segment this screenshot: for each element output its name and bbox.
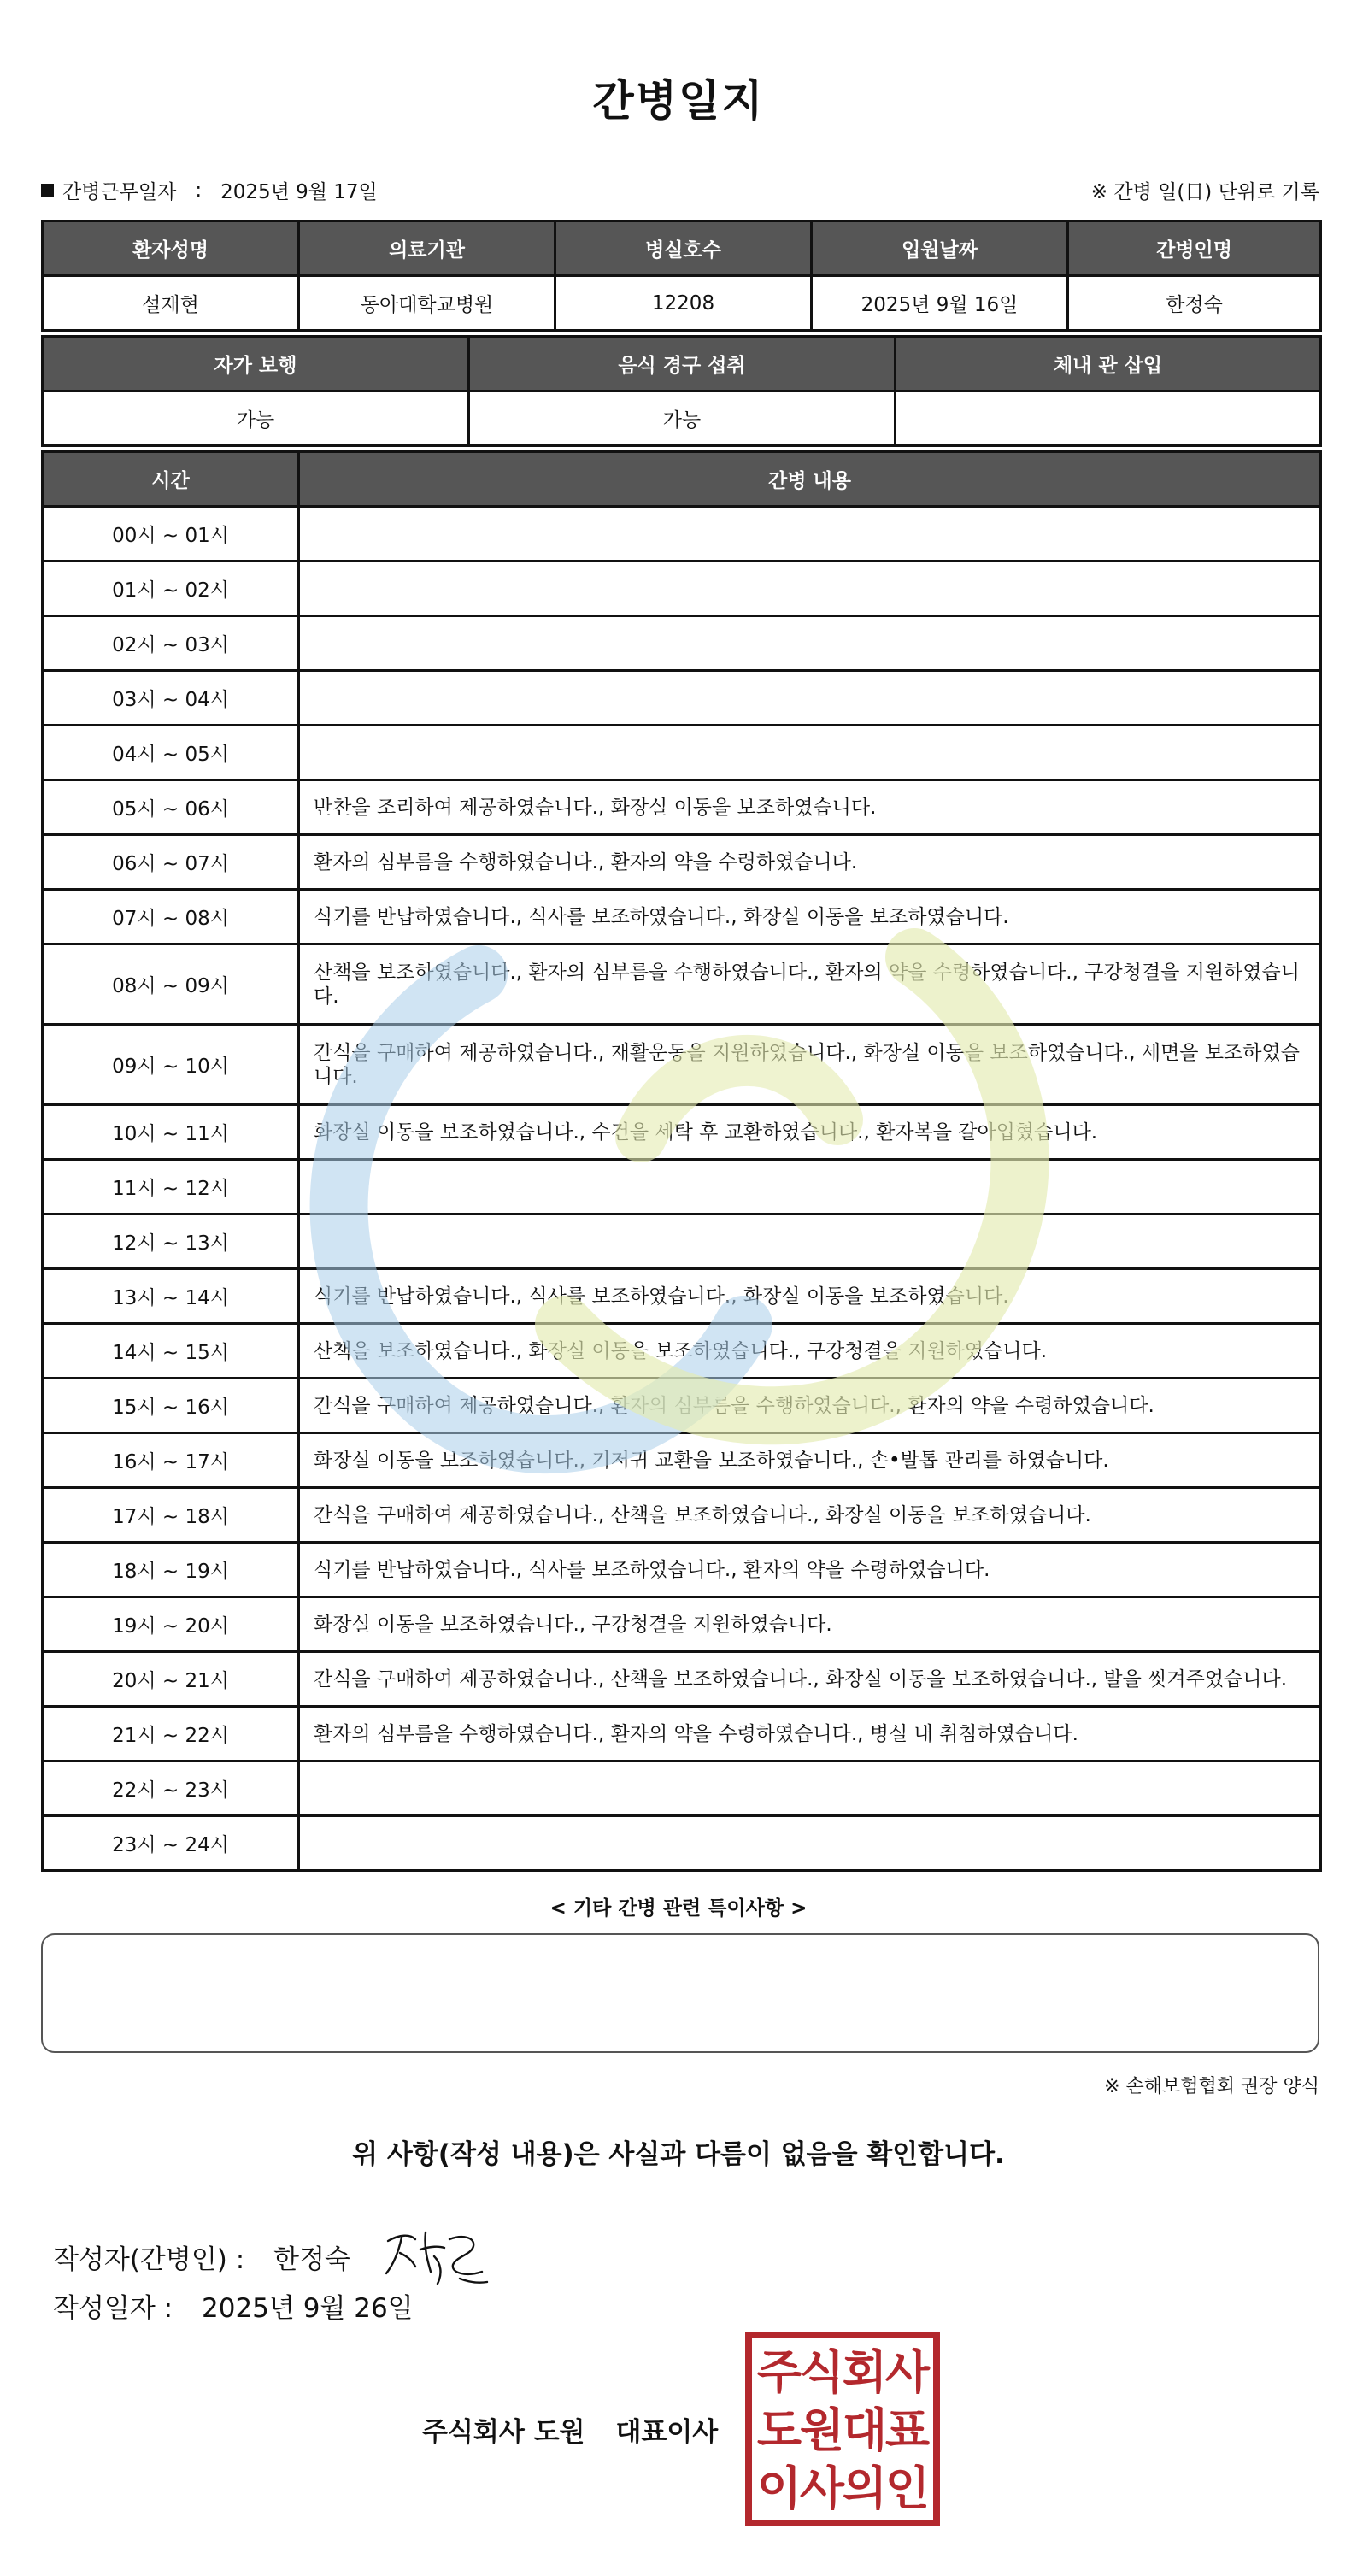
table-row [43, 616, 1321, 671]
writer-line [53, 2222, 492, 2291]
table-row [43, 1105, 1321, 1160]
time-cell: 16시 ~ 17시 [43, 1433, 299, 1488]
svg-text:원: 원 [799, 2403, 845, 2457]
content-cell: 간식을 구매하여 제공하였습니다., 환자의 심부름을 수행하였습니다., 환자의 약을 수령하였습니다. [299, 1379, 1321, 1433]
header-time: 시간 [43, 452, 299, 507]
value-tube-insertion [896, 391, 1321, 446]
time-cell: 04시 ~ 05시 [43, 726, 299, 780]
insurance-note: ※ 손해보험협회 권장 양식 [1104, 2076, 1319, 2097]
table-row [43, 1269, 1321, 1324]
table-row [43, 507, 1321, 562]
header-room: 병실호수 [555, 221, 812, 276]
ability-header-row [43, 337, 1321, 391]
table-row [43, 890, 1321, 944]
header-admission-date: 입원날짜 [812, 221, 1068, 276]
table-row [43, 1433, 1321, 1488]
content-cell: 화장실 이동을 보조하였습니다., 구강청결을 지원하였습니다. [299, 1597, 1321, 1652]
time-cell: 09시 ~ 10시 [43, 1025, 299, 1105]
time-cell: 22시 ~ 23시 [43, 1761, 299, 1816]
time-cell: 11시 ~ 12시 [43, 1160, 299, 1214]
time-cell: 10시 ~ 11시 [43, 1105, 299, 1160]
company-seal-icon [745, 2332, 940, 2526]
table-row [43, 562, 1321, 616]
header-tube-insertion: 체내 관 삽입 [896, 337, 1321, 391]
log-header-row [43, 452, 1321, 507]
care-date-colon: : [195, 179, 203, 202]
care-date-value: 2025년 9월 17일 [220, 181, 378, 203]
time-cell: 23시 ~ 24시 [43, 1816, 299, 1871]
content-cell: 반찬을 조리하여 제공하였습니다., 화장실 이동을 보조하였습니다. [299, 780, 1321, 835]
time-cell: 03시 ~ 04시 [43, 671, 299, 726]
write-date-line [53, 2286, 414, 2325]
header-care-content: 간병 내용 [299, 452, 1321, 507]
svg-text:사: 사 [799, 2461, 845, 2515]
table-row [43, 671, 1321, 726]
content-cell: 식기를 반납하였습니다., 식사를 보조하였습니다., 환자의 약을 수령하였습니다. [299, 1543, 1321, 1597]
time-cell: 05시 ~ 06시 [43, 780, 299, 835]
content-cell: 식기를 반납하였습니다., 식사를 보조하였습니다., 화장실 이동을 보조하였습니다. [299, 890, 1321, 944]
time-cell: 14시 ~ 15시 [43, 1324, 299, 1379]
time-cell: 21시 ~ 22시 [43, 1707, 299, 1761]
content-cell: 식기를 반납하였습니다., 식사를 보조하였습니다., 화장실 이동을 보조하였습니다. [299, 1269, 1321, 1324]
svg-text:회: 회 [842, 2345, 888, 2399]
svg-text:표: 표 [884, 2403, 931, 2457]
content-cell [299, 726, 1321, 780]
care-date-label: 간병근무일자 [62, 181, 177, 203]
table-row [43, 1543, 1321, 1597]
value-self-walking: 가능 [43, 391, 469, 446]
time-cell: 12시 ~ 13시 [43, 1214, 299, 1269]
value-hospital: 동아대학교병원 [299, 276, 555, 331]
content-cell [299, 1160, 1321, 1214]
table-row [43, 1652, 1321, 1707]
write-date-value: 2025년 9월 26일 [202, 2293, 414, 2324]
header-self-walking: 자가 보행 [43, 337, 469, 391]
header-patient-name: 환자성명 [43, 221, 299, 276]
content-cell: 간식을 구매하여 제공하였습니다., 재활운동을 지원하였습니다., 화장실 이동을 보조하였습니다., 세면을 보조하였습니다. [299, 1025, 1321, 1105]
time-cell: 15시 ~ 16시 [43, 1379, 299, 1433]
content-cell: 환자의 심부름을 수행하였습니다., 환자의 약을 수령하였습니다., 병실 내 취침하였습니다. [299, 1707, 1321, 1761]
time-cell: 02시 ~ 03시 [43, 616, 299, 671]
time-cell: 17시 ~ 18시 [43, 1488, 299, 1543]
special-notes-box [41, 1933, 1319, 2053]
patient-header-row [43, 221, 1321, 276]
svg-text:사: 사 [884, 2345, 931, 2399]
table-row [43, 1488, 1321, 1543]
content-cell [299, 1761, 1321, 1816]
header-caregiver-name: 간병인명 [1068, 221, 1321, 276]
header-oral-intake: 음식 경구 섭취 [469, 337, 896, 391]
value-caregiver-name: 한정숙 [1068, 276, 1321, 331]
table-row [43, 1214, 1321, 1269]
content-cell [299, 1816, 1321, 1871]
care-log-table [41, 450, 1322, 1872]
svg-text:대: 대 [842, 2403, 888, 2457]
company-title: 대표이사 [615, 2417, 719, 2448]
time-cell: 06시 ~ 07시 [43, 835, 299, 890]
content-cell: 산책을 보조하였습니다., 환자의 심부름을 수행하였습니다., 환자의 약을 수령하였습니다., 구강청결을 지원하였습니다. [299, 944, 1321, 1025]
table-row [43, 1597, 1321, 1652]
time-cell: 18시 ~ 19시 [43, 1543, 299, 1597]
content-cell [299, 507, 1321, 562]
content-cell [299, 616, 1321, 671]
page-title: 간병일지 [592, 76, 765, 126]
company-line [422, 2410, 718, 2449]
square-bullet-icon [41, 184, 54, 197]
table-row [43, 944, 1321, 1025]
patient-value-row [43, 276, 1321, 331]
table-row [43, 726, 1321, 780]
table-row [43, 1160, 1321, 1214]
writer-name: 한정숙 [273, 2244, 350, 2275]
table-row [43, 1761, 1321, 1816]
meta-row [41, 176, 1319, 205]
svg-text:의: 의 [842, 2461, 888, 2515]
table-row [43, 1707, 1321, 1761]
patient-ability-table [41, 335, 1322, 447]
content-cell: 화장실 이동을 보조하였습니다., 기저귀 교환을 보조하였습니다., 손•발톱 관리를 하였습니다. [299, 1433, 1321, 1488]
content-cell: 화장실 이동을 보조하였습니다., 수건을 세탁 후 교환하였습니다., 환자복을 갈아입혔습니다. [299, 1105, 1321, 1160]
signature-icon [381, 2222, 492, 2291]
content-cell [299, 562, 1321, 616]
content-cell [299, 671, 1321, 726]
table-row [43, 1816, 1321, 1871]
time-cell: 19시 ~ 20시 [43, 1597, 299, 1652]
time-cell: 01시 ~ 02시 [43, 562, 299, 616]
table-row [43, 780, 1321, 835]
time-cell: 20시 ~ 21시 [43, 1652, 299, 1707]
svg-text:식: 식 [799, 2345, 845, 2399]
content-cell [299, 1214, 1321, 1269]
writer-label: 작성자(간병인) : [53, 2244, 245, 2275]
svg-text:인: 인 [884, 2461, 931, 2515]
svg-text:주: 주 [756, 2345, 802, 2399]
value-patient-name: 설재현 [43, 276, 299, 331]
company-name: 주식회사 도원 [422, 2417, 585, 2448]
write-date-label: 작성일자 : [53, 2293, 173, 2324]
care-date [41, 176, 378, 204]
time-cell: 08시 ~ 09시 [43, 944, 299, 1025]
ability-value-row [43, 391, 1321, 446]
svg-text:도: 도 [756, 2403, 802, 2457]
svg-text:이: 이 [756, 2461, 802, 2515]
confirmation-statement: 위 사항(작성 내용)은 사실과 다름이 없음을 확인합니다. [352, 2139, 1005, 2170]
value-oral-intake: 가능 [469, 391, 896, 446]
content-cell: 간식을 구매하여 제공하였습니다., 산책을 보조하였습니다., 화장실 이동을 보조하였습니다., 발을 씻겨주었습니다. [299, 1652, 1321, 1707]
header-hospital: 의료기관 [299, 221, 555, 276]
table-row [43, 835, 1321, 890]
table-row [43, 1324, 1321, 1379]
content-cell: 간식을 구매하여 제공하였습니다., 산책을 보조하였습니다., 화장실 이동을 보조하였습니다. [299, 1488, 1321, 1543]
special-notes-title: < 기타 간병 관련 특이사항 > [549, 1897, 808, 1920]
table-row [43, 1025, 1321, 1105]
value-room: 12208 [555, 276, 812, 331]
content-cell: 산책을 보조하였습니다., 화장실 이동을 보조하였습니다., 구강청결을 지원하였습니다. [299, 1324, 1321, 1379]
patient-info-table [41, 220, 1322, 332]
content-cell: 환자의 심부름을 수행하였습니다., 환자의 약을 수령하였습니다. [299, 835, 1321, 890]
value-admission-date: 2025년 9월 16일 [812, 276, 1068, 331]
time-cell: 07시 ~ 08시 [43, 890, 299, 944]
table-row [43, 1379, 1321, 1433]
time-cell: 13시 ~ 14시 [43, 1269, 299, 1324]
unit-note: ※ 간병 일(日) 단위로 기록 [1090, 181, 1319, 203]
time-cell: 00시 ~ 01시 [43, 507, 299, 562]
